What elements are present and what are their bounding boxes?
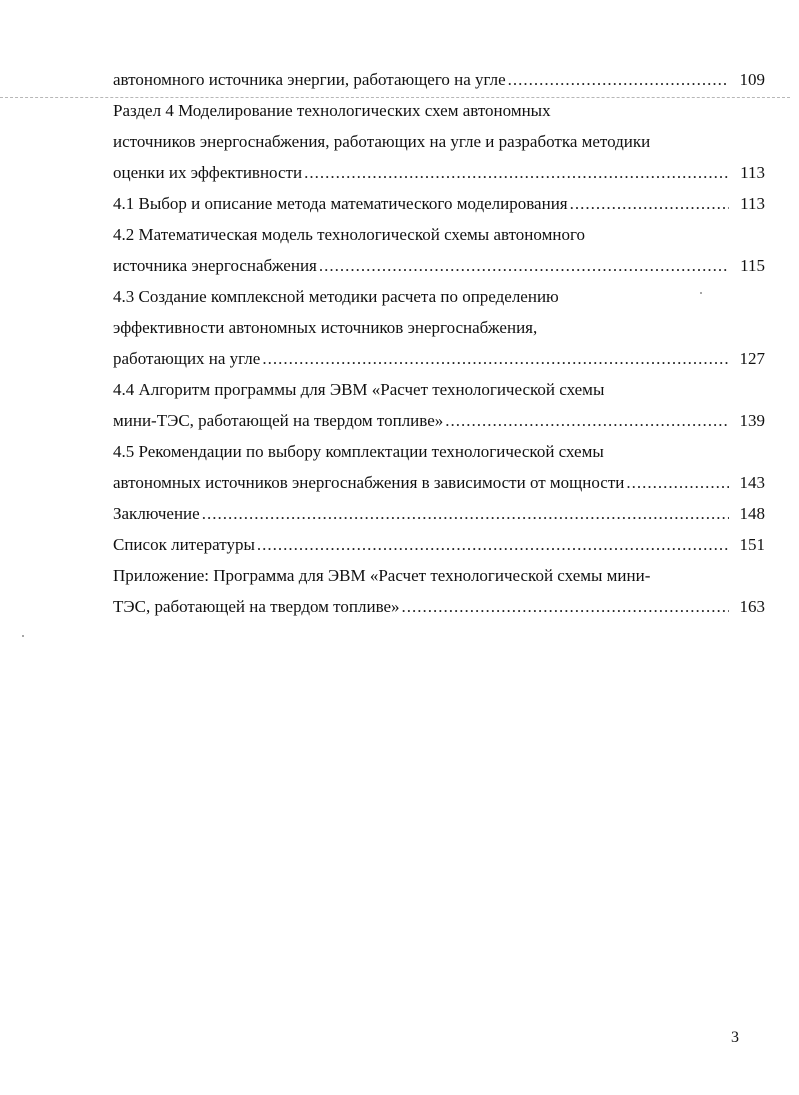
toc-entry xyxy=(113,498,765,529)
toc-entry-text: Список литературы xyxy=(113,535,255,554)
toc-entry-page: 151 xyxy=(739,535,765,554)
toc-entry-text: 4.5 Рекомендации по выбору комплектации технологической схемы xyxy=(113,442,604,461)
toc-entry-text: источника энергоснабжения xyxy=(113,256,317,275)
toc-entry-text: автономного источника энергии, работающего на угле xyxy=(113,70,506,89)
toc-dot-leader xyxy=(257,529,729,560)
toc-entry-text: ТЭС, работающей на твердом топливе» xyxy=(113,597,400,616)
toc-entry-text: 4.2 Математическая модель технологической схемы автономного xyxy=(113,225,585,244)
toc-entry xyxy=(113,157,765,188)
toc-entry-text: эффективности автономных источников энергоснабжения, xyxy=(113,318,538,337)
scan-speck xyxy=(22,635,24,637)
toc-entry xyxy=(113,405,765,436)
toc-entry-page: 148 xyxy=(739,504,765,523)
table-of-contents xyxy=(113,64,765,622)
toc-entry xyxy=(113,591,765,622)
toc-entry-page: 143 xyxy=(739,473,765,492)
toc-entry-text: 4.3 Создание комплексной методики расчета по определению xyxy=(113,287,559,306)
toc-entry-page: 109 xyxy=(739,70,765,89)
toc-dot-leader xyxy=(402,591,729,622)
toc-entry-text: работающих на угле xyxy=(113,349,261,368)
toc-entry xyxy=(113,281,765,312)
toc-entry xyxy=(113,343,765,374)
toc-entry-text: автономных источников энергоснабжения в зависимости от мощности xyxy=(113,473,625,492)
toc-entry xyxy=(113,250,765,281)
toc-dot-leader xyxy=(626,467,729,498)
toc-entry-text: 4.4 Алгоритм программы для ЭВМ «Расчет технологической схемы xyxy=(113,380,605,399)
toc-entry xyxy=(113,188,765,219)
toc-entry-page: 113 xyxy=(740,194,765,213)
toc-entry-text: источников энергоснабжения, работающих на угле и разработка методики xyxy=(113,132,651,151)
page-number: 3 xyxy=(731,1029,739,1046)
toc-entry xyxy=(113,436,765,467)
toc-entry-text: Приложение: Программа для ЭВМ «Расчет технологической схемы мини- xyxy=(113,566,651,585)
toc-dot-leader xyxy=(508,64,729,95)
toc-dot-leader xyxy=(319,250,729,281)
toc-entry-page: 139 xyxy=(739,411,765,430)
toc-entry xyxy=(113,95,765,126)
toc-entry xyxy=(113,126,765,157)
toc-entry-page: 163 xyxy=(739,597,765,616)
toc-entry xyxy=(113,312,765,343)
toc-entry-page: 115 xyxy=(740,256,765,275)
toc-entry-text: Заключение xyxy=(113,504,200,523)
toc-entry-text: Раздел 4 Моделирование технологических схем автономных xyxy=(113,101,551,120)
toc-entry xyxy=(113,64,765,95)
toc-entry xyxy=(113,467,765,498)
toc-entry xyxy=(113,374,765,405)
toc-dot-leader xyxy=(202,498,729,529)
toc-dot-leader xyxy=(304,157,729,188)
toc-entry-page: 127 xyxy=(739,349,765,368)
toc-entry-text: 4.1 Выбор и описание метода математического моделирования xyxy=(113,194,568,213)
toc-dot-leader xyxy=(445,405,729,436)
toc-dot-leader xyxy=(570,188,729,219)
toc-entry-text: мини-ТЭС, работающей на твердом топливе» xyxy=(113,411,444,430)
toc-entry xyxy=(113,219,765,250)
toc-dot-leader xyxy=(262,343,729,374)
toc-entry-text: оценки их эффективности xyxy=(113,163,303,182)
toc-entry-page: 113 xyxy=(740,163,765,182)
toc-entry xyxy=(113,529,765,560)
toc-entry xyxy=(113,560,765,591)
